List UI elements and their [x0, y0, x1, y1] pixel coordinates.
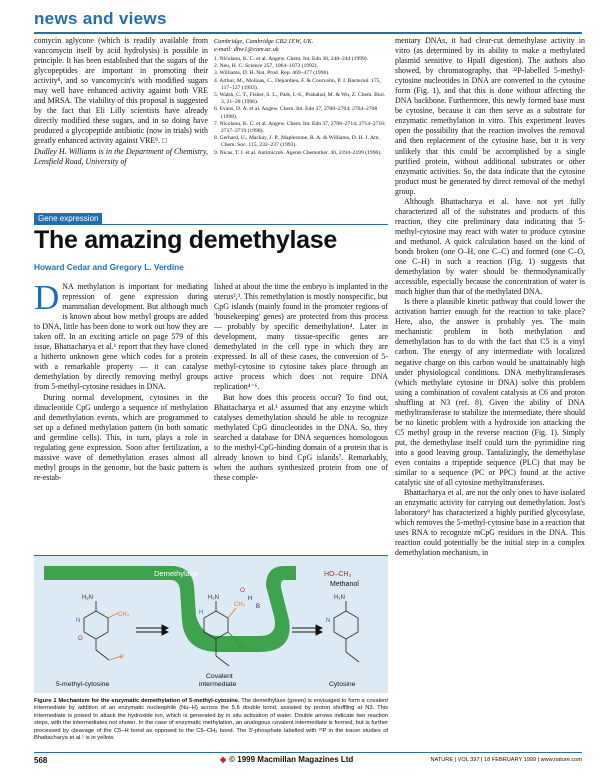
intermediate-label-1: Covalent [206, 673, 233, 680]
base-label: B [256, 604, 261, 610]
drop-cap: D [34, 278, 60, 317]
n3-label: N [76, 618, 81, 624]
reference-item: 7. Nicolaou, K. C. et al. Angew. Chem. Int. Edn 37, 2708–2714; 2714–2716; 2717–2719 (1998). [214, 120, 386, 135]
demethylase-label: Demethylase [154, 569, 198, 578]
reference-item: 5. Walsh, C. T., Fisher, S. L., Park, I.-S., Prahalad, M. & Wu, Z. Chem. Biol. 3, 21–28 (1996). [214, 92, 386, 106]
amine-label: H₂N [82, 595, 93, 601]
caption-text: The demethylase (green) is envisaged to form a covalent intermediate by addition of an enzymatic nucleophile (Nu–H) across the 5,6 double bond, assisted by proton shuffling at N3. This intermediate is poised to attack the hydroxide ion, which is generated by in situ activation of water. Double arrows indicate two reaction steps, with the intermediates not shown. In the case of enzymatic methylation, an analogous covalent intermediate is formed, but is further processed by cleavage of the C5–H bond as opposed to the C5–CH₃ bond. The 3′-phosphate labelled with ³²P in the tracer studies of Bhattacharya et al.¹ is in yellow. [34, 698, 388, 742]
reference-list [214, 56, 387, 157]
paragraph: But how does this process occur? To find out, Bhattacharya et al.¹ assumed that any enzyme which catalyses demethylation should be able to recognize methylated CpG dinucleotides in the DNA. So, they searched a database for DNA sequences homologous to the methyl-CpG-binding domain of a protein that is already known to bind CpG islands⁷. Remarkably, when the authors synthesized protein from one of these comple- [214, 392, 388, 482]
paragraph: comycin aglycone (which is readily available from vancomycin itself by acid hydrolysis) is possible in principle. It has been established that the sugars of the glycopeptides are important in promoting their activity⁸, and so vancomycin's with modified sugars may well have enhanced activity against both VRE and MRSA. The viability of this proposal is suggested by the fact that Eli Lilly scientists have already directly modified these sugars, and in so doing have produced a glycopeptide antibiotic (now in trials) with greatly enhanced activity against VRE⁹. □ [34, 36, 208, 146]
cytosine-label: Cytosine [329, 681, 356, 688]
paragraph: Is there a plausible kinetic pathway that could lower the activation barrier enough for the reaction to take place? Here, also, the answer is probably yes. The main mechanistic problem in both methylation and demethylation has to do with the fact that C5 is a vinyl carbon. The energy of any intermediate with localized negative charge on this carbon would be unattainably high under physiological conditions. DNA methyltransferases (which methylate cytosine in DNA) solve this problem using a combination of covalent catalysis at C6 and proton shuffling at N3 (ref. 8). Given the ability of DNA methyltransferase to stabilize the intermediate, there should be no kinetic problem with a hydroxide ion attacking the C5 methyl group in the reverse reaction (Fig. 1). Simply put, the demethylase itself could turn the pyrimidine ring into a good leaving group. Tantalizingly, the demethylase even contains a tripeptide sequence (PLC) that may be similar to a sequence (PC or PPC) found at the active catalytic site of all cytosine methyltransferases. [395, 297, 585, 488]
intermediate-amine-label: H₂N [208, 595, 219, 601]
paragraph: mentary DNAs, it had clear-cut demethylase activity in vitro (as determined by its ability to make a methylated plasmid sensitive to HpaII digestion). The authors also showed, by chromatography, that ³²P-labelled 5-methyl-cytosine nucleotides in DNA are converted to the cytosine form (Fig. 1), and that this is done without affecting the DNA backbone. Furthermore, this newly formed base must be cytosine, because it can then serve as a substrate for enzymatic remethylation in vitro. This experiment leaves open the possibility that the reaction involves the removal and then replacement of the cytosine base, but it is very unlikely that this could be accomplished by a single purified protein, without additional substrates or other enzymatic activities. So, the data indicate that the cytosine product must be generated by direct removal of the methyl group. [395, 36, 585, 196]
paragraph: During normal development, cytosines in the dinucleotide CpG undergo a sequence of methylation and demethylation events, which are programmed to set up a defined methylation pattern (in both somatic and germline cells). This, in turn, plays a role in regulating gene expression. Soon after fertilization, a massive wave of demethylation erases almost all methyl groups in the genome, but the basic pattern is re-estab- [34, 392, 208, 482]
paragraph: Bhattacharya et al. are not the only ones to have isolated an enzymatic activity for carrying out demethylation. Jost's laboratory⁹ has characterized a highly purified glycosylase, which removes the 5-methyl-cytosine base in a reaction that uses RNA to recognize mCpG residues in the DNA. This reaction could potentially be the initial step in a complex demethylation mechanism, in [395, 488, 585, 558]
section-rule [34, 224, 388, 225]
cytosine-amine-label: H₂N [334, 595, 345, 601]
page-number: 568 [34, 756, 48, 765]
article-headline: The amazing demethylase [34, 226, 337, 254]
figure-1 [34, 555, 388, 693]
masthead-rule [34, 32, 582, 34]
methyl-label: CH₃ [118, 612, 130, 618]
reference-item: 8. Gerhard, U., Mackay, J. P., Maplestone, R. A. & Williams, D. H. J. Am. Chem. Soc. 115, 232–237 (1993). [214, 135, 380, 149]
reference-item: 2. Neu, H. C. Science 257, 1064–1073 (1992). [214, 63, 318, 70]
intermediate-methyl-label: CH₃ [234, 602, 246, 608]
cytosine-structure [334, 601, 359, 662]
carbonyl-label: O [78, 636, 83, 642]
article-authors: Howard Cedar and Gregory L. Verdine [34, 262, 184, 272]
paragraph-text: NA methylation is important for mediating repression of gene expression during mammalian development. But although much is known about how methyl groups are added to DNA, little has been done to work out how they are taken off. In an exciting article on page 579 of this issue, Bhattacharya et al.¹ report that they have cloned a hitherto unknown gene which codes for a protein with a remarkable property — it can catalyse demethylation by directly removing methyl groups from 5-methyl-cytosine residues in DNA. [34, 282, 208, 392]
intermediate-label-2: intermediate [199, 681, 237, 688]
masthead: news and views [34, 9, 167, 28]
phosphate-label: P [120, 655, 125, 661]
author-note: Dudley H. Williams is in the Department of Chemistry, Lensfield Road, University of [34, 146, 208, 166]
intermediate-n3-label: H [199, 610, 204, 616]
methanol-label: Methanol [330, 581, 359, 588]
right-column [395, 36, 585, 558]
copyright-text: © 1999 Macmillan Magazines Ltd [229, 755, 354, 764]
hydroxide-label: O [240, 587, 246, 594]
reference-item: 9. Nicas, T. I. et al. Antimicrob. Agents Chemother. 40, 2194–2199 (1996). [214, 149, 382, 156]
methanol-formula: HO–CH₃ [324, 571, 352, 578]
mechanism-diagram [34, 556, 388, 694]
cytosine-n3-label: N [326, 618, 331, 624]
journal-info: NATURE | VOL 397 | 18 FEBRUARY 1999 | www.nature.com [430, 757, 582, 763]
previous-article-end [34, 36, 208, 167]
nucleophile-label: Nu [238, 644, 246, 650]
intermediate-structure [204, 601, 238, 666]
caption-title: Figure 1 Mechanism for the enzymatic demethylation of 5-methyl-cytosine. [34, 698, 240, 704]
body-middle-column [214, 282, 388, 483]
reference-item: 6. Evans, D. A. et al. Angew. Chem. Int. Edn 37, 2700–2704; 2704–2708 (1998). [214, 106, 378, 120]
copyright [220, 755, 353, 764]
reference-item: 4. Arthur, M., Molinas, C., Depardieu, F. & Courvalin, P. J. Bacteriol. 175, 117–127 (1993). [214, 77, 381, 91]
paragraph: lished at about the time the embryo is implanted in the uterus²,³. This remethylation is mostly nonspecific, but CpG islands (mainly found in the promoter regions of 'housekeeping' genes) are protected from this process — probably by specific demethylation⁴. Later in development, many tissue-specific genes are demethylated in the cell type in which they are expressed. In all of these cases, the conversion of 5-methyl-cytosine to cytosine takes place through an active process which does not require DNA replication⁴⁻⁶. [214, 282, 388, 392]
body-left-column [34, 278, 208, 483]
hydrogen-label: H [248, 596, 253, 602]
references [214, 38, 387, 157]
reference-item: 1. Nicolaou, K. C. et al. Angew. Chem. Int. Edn 38, 240–244 (1999). [214, 56, 369, 62]
paragraph: Although Bhattacharya et al. have not yet fully characterized all of the substrates and products of this reaction, they cite preliminary data indicating that 5-methyl-cytosine may react with water to produce cytosine and methanol. A quick calculation based on the kind of bonds broken (one O–H, one C–C) and formed (one C–O, one C–H) in such a reaction (Fig. 1) suggests that demethylation by water should be thermodynamically accessible, especially because the concentration of water is much higher than that of the methylated DNA. [395, 196, 585, 297]
paragraph [34, 278, 208, 393]
reaction-arrow [136, 625, 168, 635]
section-tag: Gene expression [34, 213, 102, 224]
methylcytosine-label: 5-methyl-cytosine [56, 681, 110, 688]
reaction-arrow [292, 625, 322, 635]
publisher-logo-icon: ◆ [220, 755, 227, 764]
figure-caption [34, 698, 388, 742]
author-address: Cambridge, Cambridge CB2 1EW, UK. e-mail: dhw1@cam.ac.uk [214, 38, 314, 53]
reference-item: 3. Williams, D. H. Nat. Prod. Rep. 469–477 (1996). [214, 70, 330, 77]
footer-rule [34, 752, 582, 753]
